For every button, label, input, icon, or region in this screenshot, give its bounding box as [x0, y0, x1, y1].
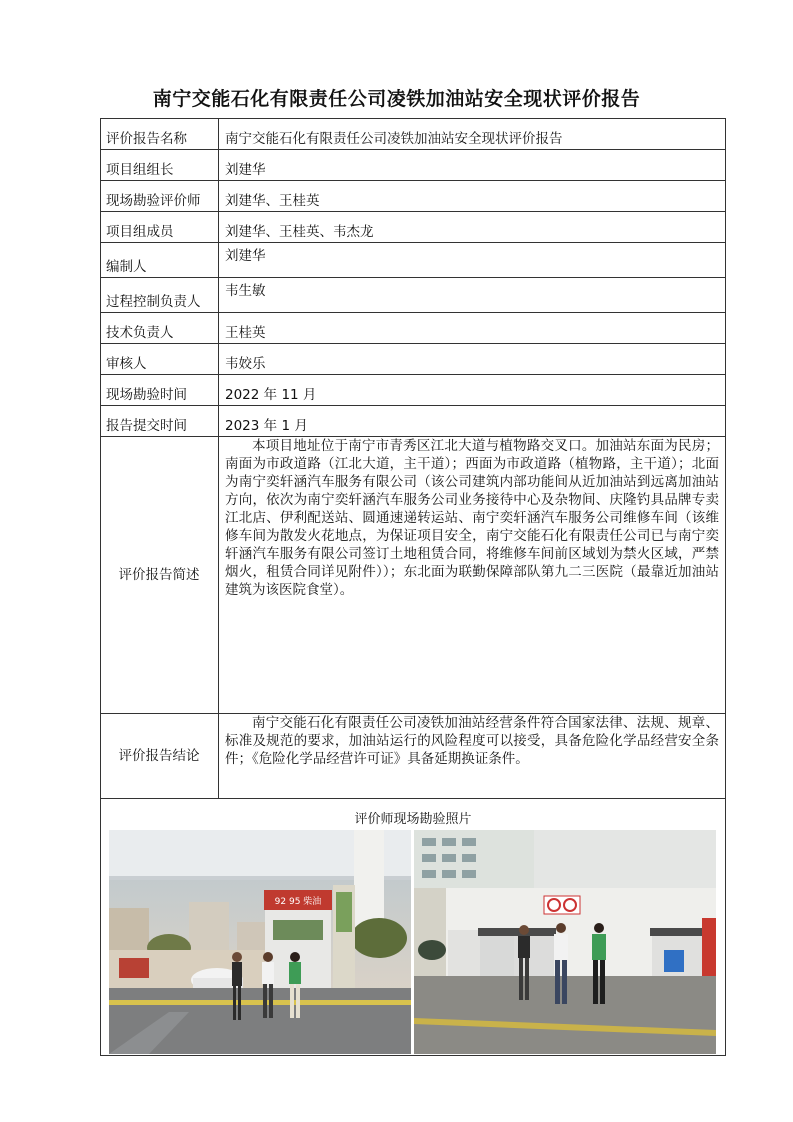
row-value: 2023 年 1 月	[219, 406, 726, 437]
photo-storage-area	[414, 830, 716, 1054]
table-row	[101, 344, 726, 375]
row-value: 刘建华	[219, 150, 726, 181]
row-label: 技术负责人	[101, 313, 219, 344]
summary-cell	[219, 437, 726, 714]
table-row	[101, 375, 726, 406]
photos-row	[101, 799, 726, 1056]
row-value: 刘建华	[219, 243, 726, 278]
conclusion-label: 评价报告结论	[101, 714, 219, 799]
summary-label: 评价报告简述	[101, 437, 219, 714]
page-title: 南宁交能石化有限责任公司凌铁加油站安全现状评价报告	[152, 88, 641, 110]
photos-caption: 评价师现场勘验照片	[354, 812, 472, 827]
table-row	[101, 313, 726, 344]
summary-row	[101, 437, 726, 714]
row-label: 现场勘验评价师	[101, 181, 219, 212]
photo-storage-area-image	[414, 830, 716, 1054]
row-value: 刘建华、王桂英	[219, 181, 726, 212]
row-value: 南宁交能石化有限责任公司凌铁加油站安全现状评价报告	[219, 119, 726, 150]
table-row	[101, 150, 726, 181]
row-label: 报告提交时间	[101, 406, 219, 437]
row-value: 韦姣乐	[219, 344, 726, 375]
conclusion-cell	[219, 714, 726, 799]
report-table	[100, 118, 726, 1056]
row-label: 现场勘验时间	[101, 375, 219, 406]
row-value: 刘建华、王桂英、韦杰龙	[219, 212, 726, 243]
photos-cell	[101, 799, 726, 1056]
row-value: 2022 年 11 月	[219, 375, 726, 406]
row-value: 韦生敏	[219, 278, 726, 313]
row-label: 评价报告名称	[101, 119, 219, 150]
conclusion-row	[101, 714, 726, 799]
photo-station-forecourt-image	[109, 830, 411, 1054]
table-row	[101, 278, 726, 313]
row-label: 过程控制负责人	[101, 278, 219, 313]
table-row	[101, 181, 726, 212]
summary-text: 本项目地址位于南宁市青秀区江北大道与植物路交叉口。加油站东面为民房；南面为市政道路（江北大道，主干道）；西面为市政道路（植物路，主干道）；北面为南宁奕轩涵汽车服务有限公司（该公司建筑内部功能间从近加油站到远离加油站方向，依次为南宁奕轩涵汽车服务公司业务接待中心及杂物间、庆隆钓具品牌专卖江北店、伊利配送站、圆通速递转运站、南宁奕轩涵汽车服务公司维修车间（该维修车间为散发火花地点，为保证项目安全，南宁交能石化有限责任公司已与南宁奕轩涵汽车服务有限公司签订土地租赁合同，将维修车间前区域划为禁火区域，严禁烟火，租赁合同详见附件））；东北面为联勤保障部队第九二三医院（最靠近加油站建筑为该医院食堂）。	[225, 438, 719, 598]
photo-station-forecourt	[109, 830, 411, 1054]
row-label: 项目组组长	[101, 150, 219, 181]
price-sign-text: 92 95 柴油	[274, 897, 322, 907]
table-row	[101, 212, 726, 243]
conclusion-text: 南宁交能石化有限责任公司凌铁加油站经营条件符合国家法律、法规、规章、标准及规范的要求，加油站运行的风险程度可以接受，具备危险化学品经营安全条件；《危险化学品经营许可证》具备延期换证条件。	[225, 715, 719, 767]
row-value: 王桂英	[219, 313, 726, 344]
row-label: 审核人	[101, 344, 219, 375]
table-row	[101, 243, 726, 278]
table-row	[101, 119, 726, 150]
row-label: 编制人	[101, 243, 219, 278]
table-row	[101, 406, 726, 437]
row-label: 项目组成员	[101, 212, 219, 243]
